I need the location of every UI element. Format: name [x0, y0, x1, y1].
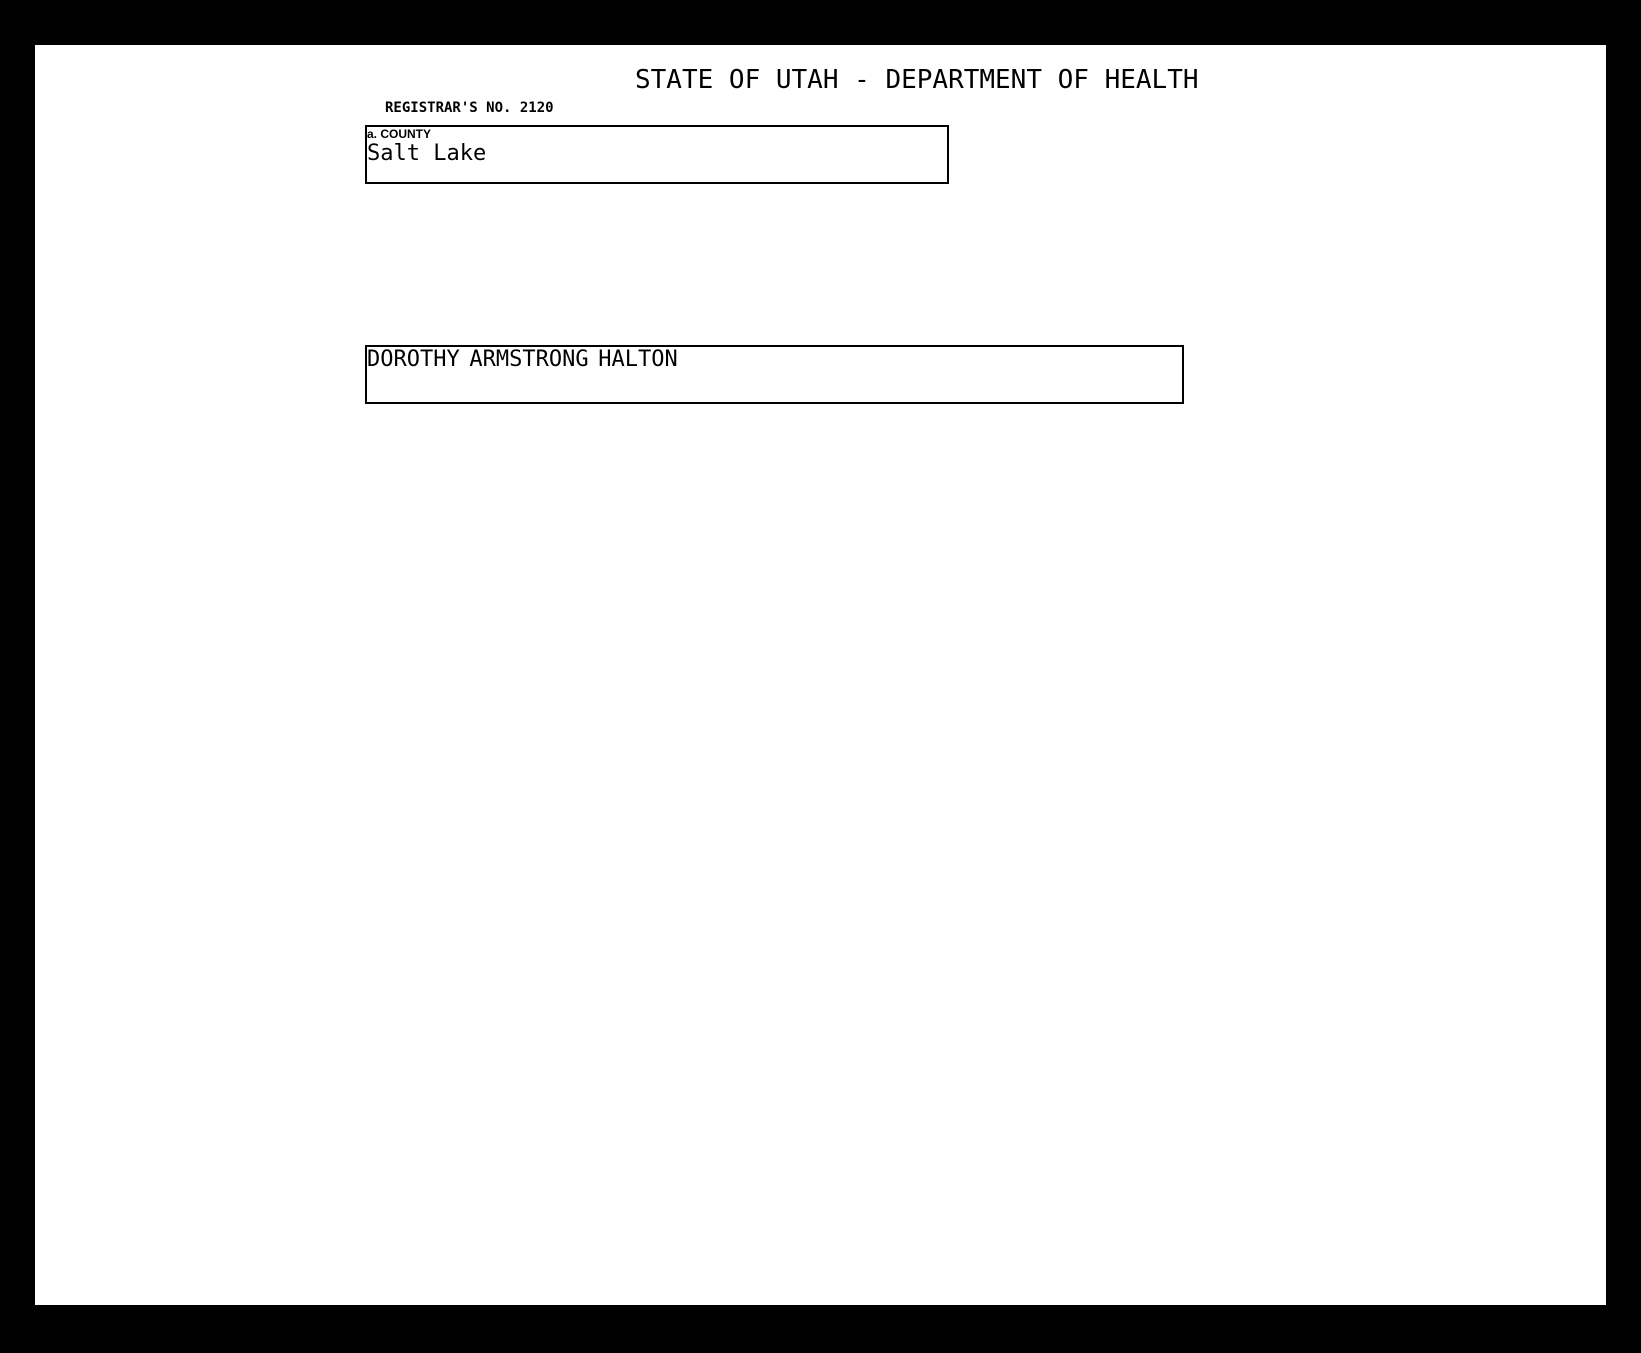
deceased-name-box — [365, 345, 1184, 404]
first-name: DOROTHY — [367, 347, 460, 372]
middle-name: ARMSTRONG — [469, 347, 589, 372]
registrar-number: REGISTRAR'S NO. 2120 — [385, 100, 554, 116]
last-name: HALTON — [598, 347, 678, 372]
certificate-page — [35, 45, 1606, 1305]
county-value: Salt Lake — [367, 141, 487, 166]
department-title: STATE OF UTAH - DEPARTMENT OF HEALTH — [635, 65, 1199, 95]
place-of-death-county-box: a. COUNTY Salt Lake — [365, 125, 949, 184]
